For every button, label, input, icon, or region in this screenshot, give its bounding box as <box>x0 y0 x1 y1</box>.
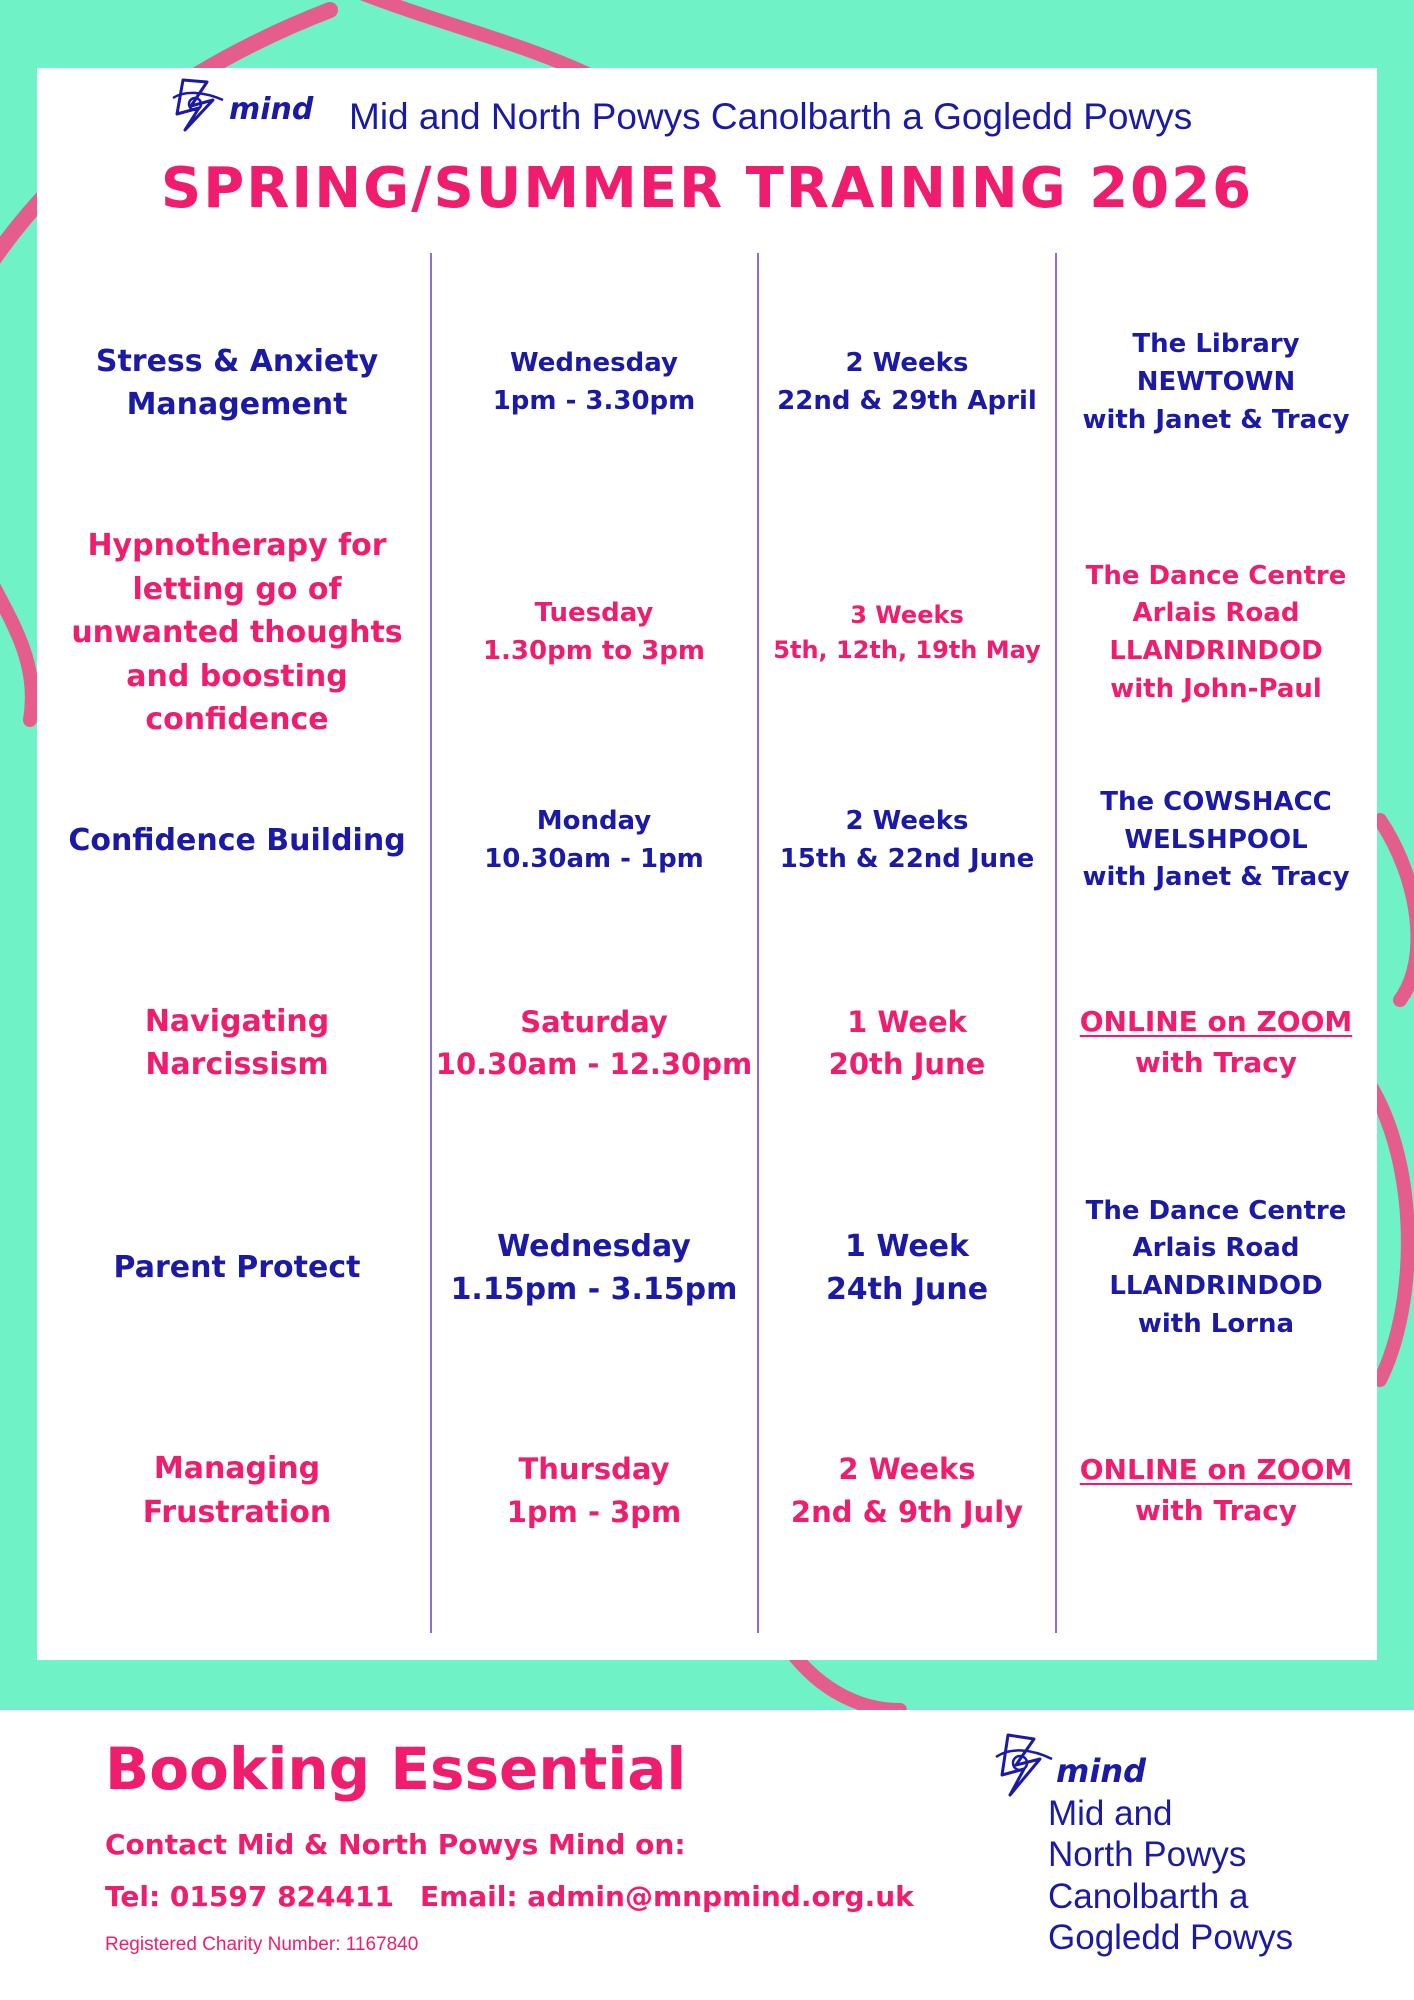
course-name <box>47 308 427 458</box>
course-dates-line: 24th June <box>825 1272 989 1307</box>
course-dates-text <box>829 1001 986 1085</box>
course-venue <box>1058 498 1374 768</box>
course-time <box>434 498 754 768</box>
course-dates <box>761 1153 1053 1383</box>
course-name <box>47 758 427 923</box>
course-name-line: Parent Protect <box>113 1250 361 1286</box>
course-time <box>434 758 754 923</box>
booking-essential-heading: Booking Essential <box>105 1735 687 1803</box>
course-time-text <box>483 595 705 670</box>
course-venue-line: Arlais Road <box>1132 598 1300 629</box>
course-time <box>434 1153 754 1383</box>
course-time-line: 1.30pm to 3pm <box>482 636 706 666</box>
course-name <box>47 498 427 768</box>
page-title: SPRING/SUMMER TRAINING 2026 <box>160 156 1254 221</box>
contact-text: Contact Mid & North Powys Mind on: <box>105 1828 686 1861</box>
course-name-line: confidence <box>145 702 329 738</box>
course-dates-text <box>777 345 1037 420</box>
course-venue-line[interactable]: ONLINE on ZOOM <box>1079 1452 1353 1486</box>
course-venue <box>1058 308 1374 458</box>
course-venue-line: LLANDRINDOD <box>1109 1271 1323 1301</box>
course-venue-line: NEWTOWN <box>1136 367 1296 398</box>
schedule-panel <box>37 68 1377 1660</box>
footer-logo-name <box>1048 1793 1293 1958</box>
course-time-text <box>507 1448 682 1532</box>
course-name-line: letting go of <box>132 571 342 607</box>
course-venue-line[interactable]: ONLINE on ZOOM <box>1079 1005 1353 1039</box>
course-name-line: Stress & Anxiety <box>95 343 379 379</box>
telephone-text: Tel: 01597 824411 <box>105 1880 394 1913</box>
course-name-line: Narcissism <box>145 1047 329 1082</box>
course-venue-line: WELSHPOOL <box>1124 824 1308 855</box>
course-venue-line: The Dance Centre <box>1085 1195 1347 1226</box>
course-time-text <box>493 345 696 420</box>
charity-number: Registered Charity Number: 1167840 <box>105 1934 419 1955</box>
course-name-line: Confidence Building <box>68 822 406 858</box>
course-name-line: Frustration <box>142 1494 332 1530</box>
course-dates-line: 2 Weeks <box>845 348 969 379</box>
footer-logo-line: Mid and <box>1048 1794 1173 1833</box>
footer-logo-line: Canolbarth a <box>1048 1876 1249 1916</box>
course-name-line: unwanted thoughts <box>71 615 403 651</box>
column-divider <box>1055 253 1057 1633</box>
course-venue-text <box>1080 1450 1353 1531</box>
course-venue-line: Arlais Road <box>1132 1233 1300 1264</box>
footer-logo-word: mind <box>1056 1752 1146 1790</box>
course-dates-line: 22nd & 29th April <box>777 386 1037 416</box>
course-dates-text <box>826 1225 988 1312</box>
org-name: Mid and North Powys Canolbarth a Gogledd Powys <box>349 96 1193 137</box>
course-dates-line: 5th, 12th, 19th May <box>773 636 1041 664</box>
course-venue-line: with Janet & Tracy <box>1082 862 1350 893</box>
course-dates-line: 2nd & 9th July <box>790 1494 1024 1529</box>
course-venue-text <box>1086 1193 1347 1344</box>
course-dates-line: 15th & 22nd June <box>779 843 1035 874</box>
course-name-text <box>96 340 378 427</box>
course-time-line: 10.30am - 1pm <box>484 843 704 874</box>
course-dates <box>761 498 1053 768</box>
course-venue-line: The Dance Centre <box>1085 560 1347 591</box>
course-time-line: Wednesday <box>497 1228 691 1264</box>
footer-logo-line: North Powys <box>1048 1835 1247 1875</box>
contact-details <box>105 1880 914 1913</box>
course-time <box>434 958 754 1128</box>
footer-logo-line: Gogledd Powys <box>1048 1917 1294 1957</box>
course-time-line: 1pm - 3pm <box>506 1494 682 1529</box>
course-dates-line: 3 Weeks <box>850 601 964 630</box>
course-venue <box>1058 758 1374 923</box>
course-name-line: Management <box>126 387 348 422</box>
course-dates-text <box>791 1448 1023 1532</box>
course-dates <box>761 758 1053 923</box>
course-venue-text <box>1086 558 1347 709</box>
course-time <box>434 308 754 458</box>
column-divider <box>757 253 759 1633</box>
course-venue <box>1058 1153 1374 1383</box>
course-venue-line: The COWSHACC <box>1100 786 1332 817</box>
course-time-line: 10.30am - 12.30pm <box>435 1047 753 1081</box>
course-time-line: Saturday <box>520 1004 668 1039</box>
course-name <box>47 1403 427 1578</box>
course-dates-line: 1 Week <box>847 1004 967 1039</box>
course-time-line: 1pm - 3.30pm <box>492 386 696 416</box>
course-venue-line: The Library <box>1132 329 1300 360</box>
course-dates-line: 20th June <box>828 1047 986 1081</box>
course-venue-text <box>1082 784 1349 897</box>
course-dates-line: 2 Weeks <box>838 1452 976 1487</box>
course-name-line: and boosting <box>126 658 348 694</box>
course-name-text <box>145 1000 329 1087</box>
course-name-line: Navigating <box>144 1003 330 1039</box>
course-time-text <box>436 1001 752 1085</box>
course-venue <box>1058 1403 1374 1578</box>
course-venue-line: LLANDRINDOD <box>1109 636 1323 666</box>
course-time-text <box>484 803 704 878</box>
course-dates-text <box>780 803 1035 878</box>
course-name <box>47 1153 427 1383</box>
course-dates <box>761 1403 1053 1578</box>
email-text: Email: admin@mnpmind.org.uk <box>419 1880 914 1913</box>
mind-logo-word: mind <box>229 92 314 127</box>
course-name-line: Hypnotherapy for <box>87 528 387 564</box>
course-venue-line: with John-Paul <box>1110 673 1322 704</box>
course-time-line: Tuesday <box>534 598 654 629</box>
course-time-line: Wednesday <box>510 348 678 379</box>
course-dates-line: 1 Week <box>845 1228 969 1264</box>
course-dates <box>761 958 1053 1128</box>
course-venue-line: with Janet & Tracy <box>1082 404 1350 435</box>
course-venue <box>1058 958 1374 1128</box>
course-venue-line: with Lorna <box>1137 1308 1295 1339</box>
course-name-line: Managing <box>153 1451 321 1486</box>
course-time-line: Thursday <box>518 1452 670 1487</box>
course-time <box>434 1403 754 1578</box>
header-logo <box>37 68 1377 138</box>
course-name <box>47 958 427 1128</box>
course-name-text <box>68 819 405 863</box>
course-name-text <box>71 524 402 742</box>
column-divider <box>430 253 432 1633</box>
course-venue-line: with Tracy <box>1134 1493 1298 1527</box>
course-name-text <box>143 1447 332 1534</box>
course-venue-line: with Tracy <box>1134 1046 1298 1079</box>
mind-logo-icon <box>165 70 235 140</box>
course-dates-line: 2 Weeks <box>845 805 969 836</box>
course-venue-text <box>1082 326 1349 439</box>
course-dates-text <box>773 598 1040 668</box>
course-name-text <box>114 1246 361 1290</box>
course-dates <box>761 308 1053 458</box>
course-time-line: Monday <box>536 805 652 836</box>
course-venue-text <box>1080 1002 1353 1083</box>
course-time-line: 1.15pm - 3.15pm <box>450 1272 738 1307</box>
course-time-text <box>451 1225 738 1312</box>
